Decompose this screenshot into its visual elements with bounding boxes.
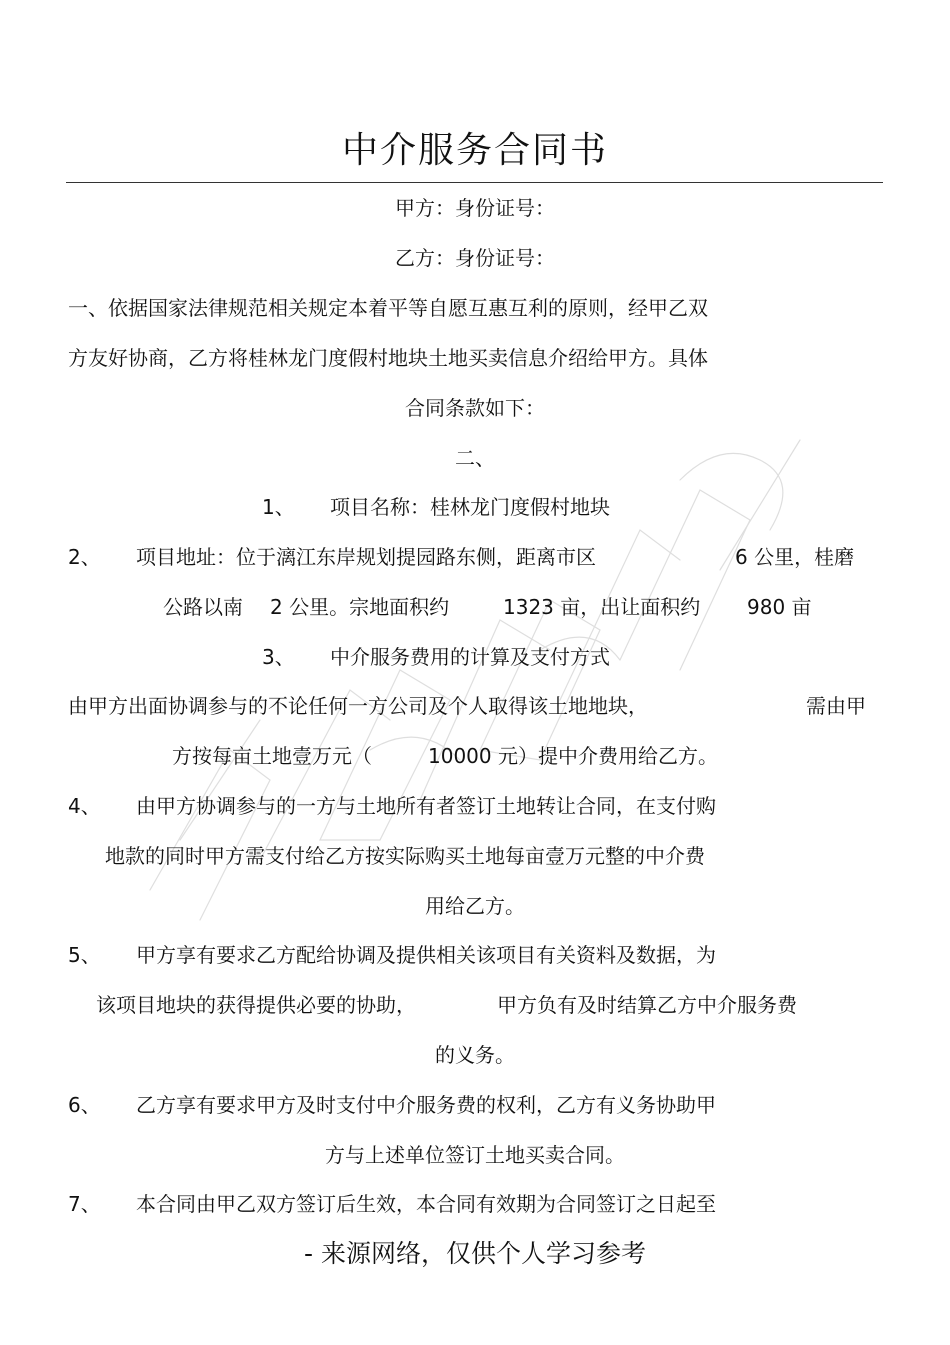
item-3-text: 中介服务费用的计算及支付方式: [330, 645, 610, 669]
party-a-line: 甲方：身份证号：: [395, 196, 555, 220]
item-4-line-1: 由甲方协调参与的一方与土地所有者签订土地转让合同，在支付购: [136, 794, 716, 818]
item-5-line-1: 甲方享有要求乙方配给协调及提供相关该项目有关资料及数据，为: [136, 943, 716, 967]
item-3-number: 3、: [262, 645, 295, 669]
item-7-line-1: 本合同由甲乙双方签订后生效，本合同有效期为合同签订之日起至: [136, 1192, 716, 1216]
item-3-para-line-2-b: 10000 元）提中介费用给乙方。: [428, 744, 718, 768]
party-b-line: 乙方：身份证号：: [395, 246, 555, 270]
item-1-text: 项目名称：桂林龙门度假村地块: [330, 495, 610, 519]
item-5-line-2-b: 甲方负有及时结算乙方中介服务费: [497, 993, 797, 1017]
item-3-para-line-1-b: 需由甲: [806, 694, 866, 718]
document-title: 中介服务合同书: [341, 130, 608, 171]
item-3-para-line-1-a: 由甲方出面协调参与的不论任何一方公司及个人取得该土地地块，: [68, 694, 648, 718]
item-2-line2-part-2: 2 公里。宗地面积约: [270, 595, 450, 619]
item-6-line-2: 方与上述单位签订土地买卖合同。: [325, 1143, 625, 1167]
section-2-heading: 二、: [455, 446, 495, 470]
paragraph-1-line-1: 一、依据国家法律规范相关规定本着平等自愿互惠互利的原则，经甲乙双: [68, 296, 708, 320]
item-2-number: 2、: [68, 545, 101, 569]
paragraph-1-line-3: 合同条款如下：: [405, 396, 545, 420]
item-7-number: 7、: [68, 1192, 101, 1216]
item-5-number: 5、: [68, 943, 101, 967]
item-6-number: 6、: [68, 1093, 101, 1117]
item-2-line2-part-4: 980 亩: [747, 595, 812, 619]
title-underline: [66, 182, 883, 183]
item-5-line-2-a: 该项目地块的获得提供必要的协助，: [96, 993, 416, 1017]
item-4-line-2: 地款的同时甲方需支付给乙方按实际购买土地每亩壹万元整的中介费: [105, 844, 705, 868]
footer-note: - 来源网络，仅供个人学习参考: [304, 1239, 646, 1268]
paragraph-1-line-2: 方友好协商，乙方将桂林龙门度假村地块土地买卖信息介绍给甲方。具体: [68, 346, 708, 370]
item-2-line2-part-3: 1323 亩，出让面积约: [503, 595, 701, 619]
item-5-line-3: 的义务。: [435, 1043, 515, 1067]
item-4-line-3: 用给乙方。: [425, 894, 525, 918]
item-4-number: 4、: [68, 794, 101, 818]
item-2-text: 项目地址：位于漓江东岸规划提园路东侧，距离市区: [136, 545, 596, 569]
item-6-line-1: 乙方享有要求甲方及时支付中介服务费的权利，乙方有义务协助甲: [136, 1093, 716, 1117]
item-3-para-line-2-a: 方按每亩土地壹万元（: [172, 744, 372, 768]
item-2-line2-part-1: 公路以南: [163, 595, 243, 619]
item-1-number: 1、: [262, 495, 295, 519]
item-2-distance: 6 公里，桂磨: [735, 545, 855, 569]
